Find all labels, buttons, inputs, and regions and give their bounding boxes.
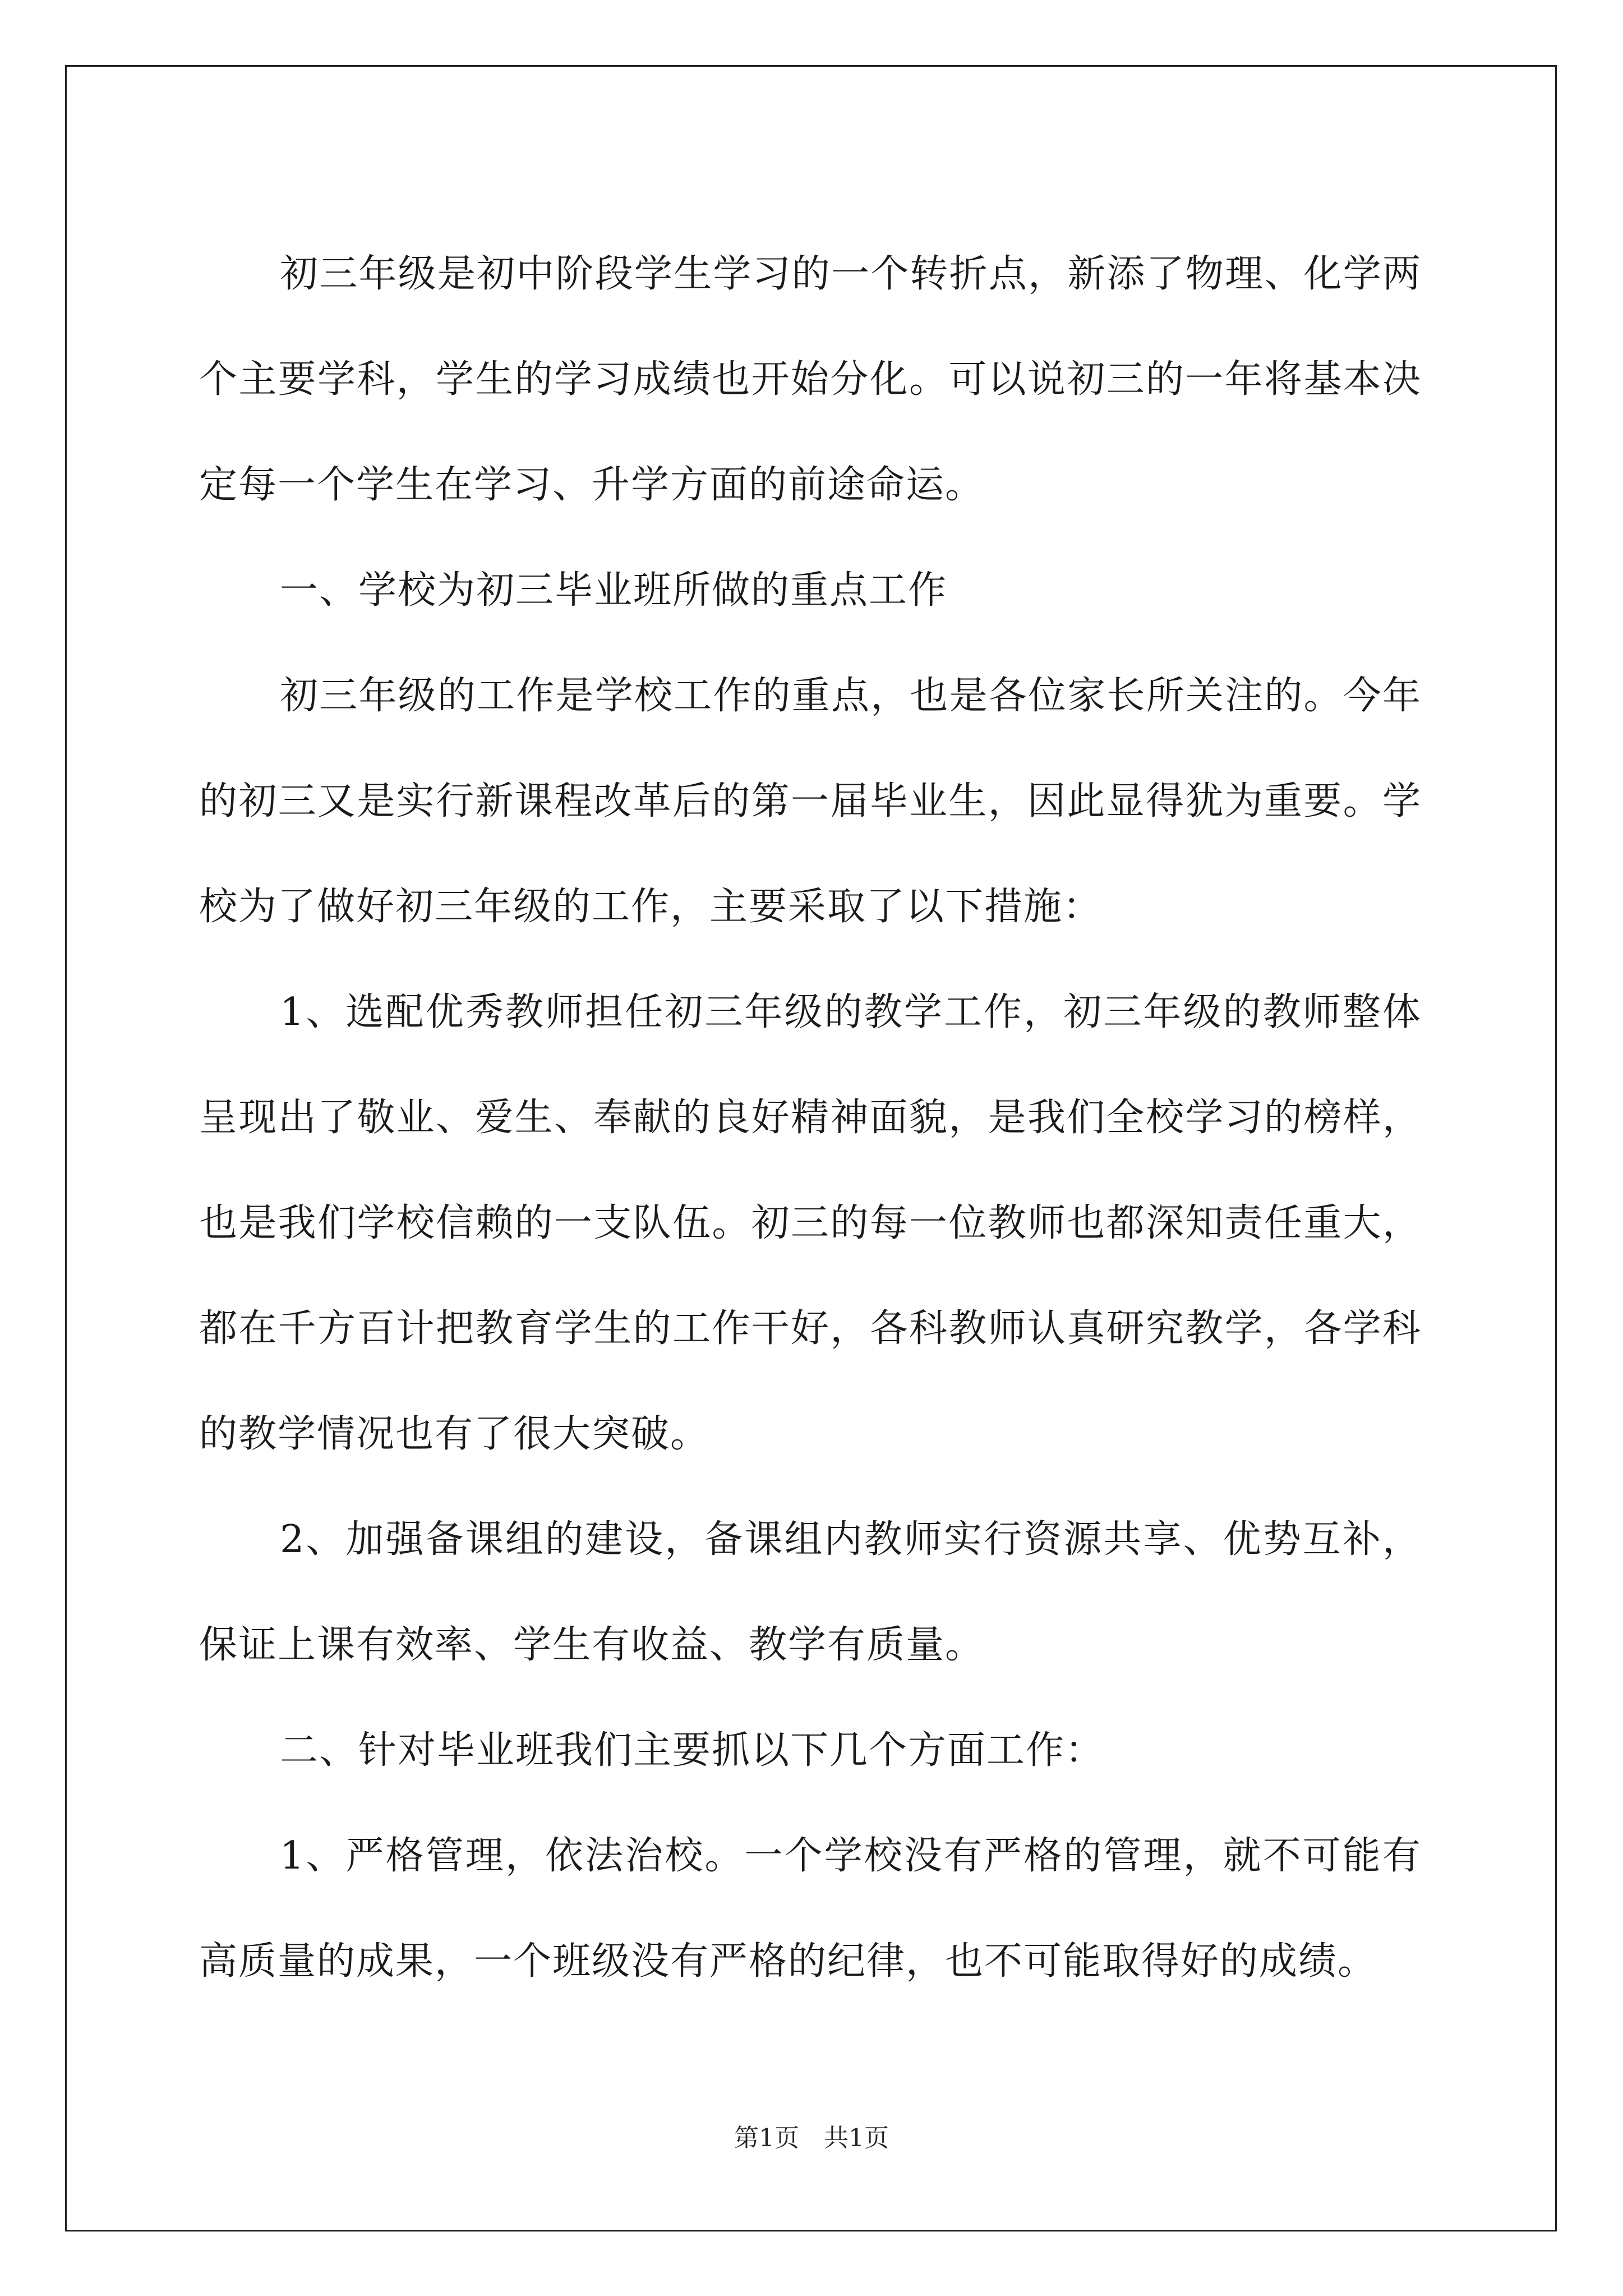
section-heading-two: 二、针对毕业班我们主要抓以下几个方面工作： [280, 1728, 1105, 1773]
paragraph-measure-1: 1、选配优秀教师担任初三年级的教学工作，初三年级的教师整体呈现出了敬业、爱生、奉献的良好精神面貌，是我们全校学习的榜样，也是我们学校信赖的一支队伍。初三的每一位教师也都深知责任重大，都在千方百计把教育学生的工作干好，各科教师认真研究教学，各学科的教学情况也有了很大突破。 [199, 990, 1422, 1456]
page-number: 第1页 共1页 [734, 2124, 889, 2152]
paragraph-intro: 初三年级是初中阶段学生学习的一个转折点，新添了物理、化学两个主要学科，学生的学习成绩也开始分化。可以说初三的一年将基本决定每一个学生在学习、升学方面的前途命运。 [199, 252, 1422, 507]
paragraph-measure-2: 2、加强备课组的建设，备课组内教师实行资源共享、优势互补，保证上课有效率、学生有收益、教学有质量。 [199, 1517, 1422, 1667]
paragraph-management: 1、严格管理，依法治校。一个学校没有严格的管理，就不可能有高质量的成果，一个班级没有严格的纪律，也不可能取得好的成绩。 [199, 1834, 1422, 1984]
document-body [199, 222, 1422, 2014]
paragraph-focus: 初三年级的工作是学校工作的重点，也是各位家长所关注的。今年的初三又是实行新课程改革后的第一届毕业生，因此显得犹为重要。学校为了做好初三年级的工作，主要采取了以下措施： [199, 674, 1422, 929]
section-heading-one: 一、学校为初三毕业班所做的重点工作 [280, 568, 948, 613]
